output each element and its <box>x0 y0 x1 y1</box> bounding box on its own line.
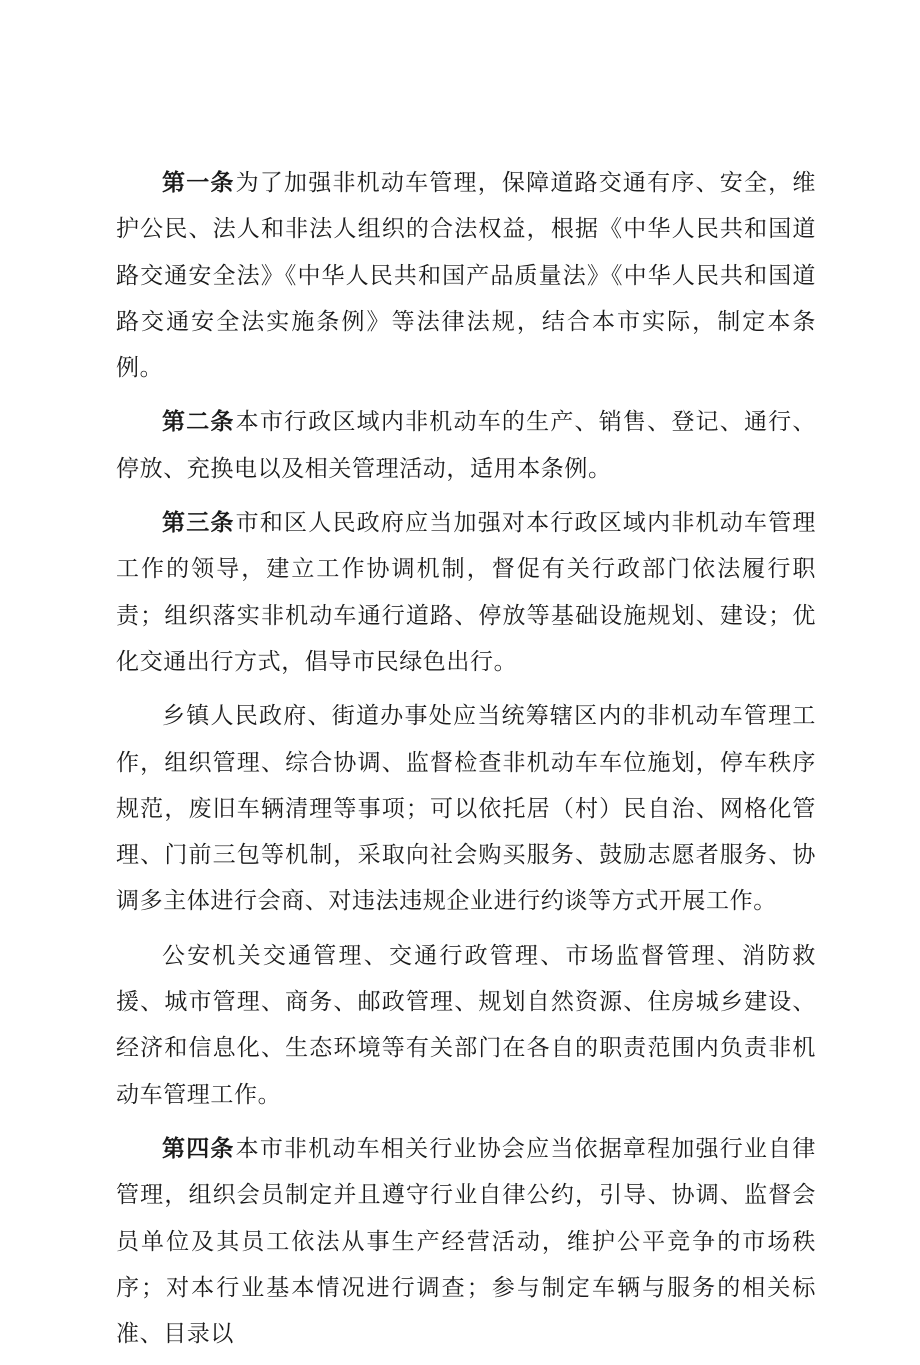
article-2-text: 本市行政区域内非机动车的生产、销售、登记、通行、停放、充换电以及相关管理活动，适用本条例。 <box>116 409 816 482</box>
document-body <box>116 160 816 1365</box>
article-4-text: 本市非机动车相关行业协会应当依据章程加强行业自律管理，组织会员制定并且遵守行业自律公约，引导、协调、监督会员单位及其员工依法从事生产经营活动，维护公平竞争的市场秩序；对本行业基本情况进行调查；参与制定车辆与服务的相关标准、目录以 <box>116 1135 816 1348</box>
article-2-label: 第二条 <box>162 409 235 436</box>
article-1-paragraph <box>116 160 816 391</box>
article-3-clause-3-text: 公安机关交通管理、交通行政管理、市场监督管理、消防救援、城市管理、商务、邮政管理、规划自然资源、住房城乡建设、经济和信息化、生态环境等有关部门在各自的职责范围内负责非机动车管理工作。 <box>116 942 816 1108</box>
article-3-clause-2 <box>116 693 816 924</box>
article-4-label: 第四条 <box>162 1135 235 1162</box>
article-4-paragraph <box>116 1126 816 1357</box>
article-3-label: 第三条 <box>162 510 235 537</box>
article-3-clause-2-text: 乡镇人民政府、街道办事处应当统筹辖区内的非机动车管理工作，组织管理、综合协调、监督检查非机动车车位施划，停车秩序规范，废旧车辆清理等事项；可以依托居（村）民自治、网格化管理、门前三包等机制，采取向社会购买服务、鼓励志愿者服务、协调多主体进行会商、对违法违规企业进行约谈等方式开展工作。 <box>116 703 816 915</box>
article-1-text: 为了加强非机动车管理，保障道路交通有序、安全，维护公民、法人和非法人组织的合法权益，根据《中华人民共和国道路交通安全法》《中华人民共和国产品质量法》《中华人民共和国道路交通安全法实施条例》等法律法规，结合本市实际，制定本条例。 <box>116 170 816 382</box>
article-2-paragraph <box>116 399 816 492</box>
article-3-paragraph <box>116 500 816 685</box>
article-3-clause-3 <box>116 933 816 1118</box>
article-3-text: 市和区人民政府应当加强对本行政区域内非机动车管理工作的领导，建立工作协调机制，督促有关行政部门依法履行职责；组织落实非机动车通行道路、停放等基础设施规划、建设；优化交通出行方式，倡导市民绿色出行。 <box>116 510 816 675</box>
article-1-label: 第一条 <box>162 170 235 196</box>
